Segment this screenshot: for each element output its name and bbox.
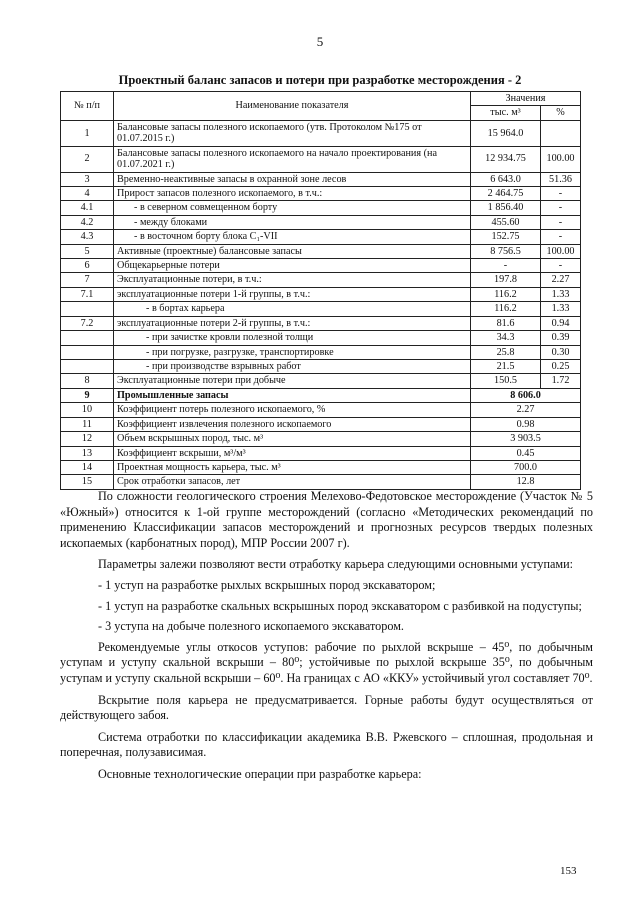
row-value-thousand-cell: 8 756.5	[471, 244, 541, 258]
table-row	[61, 475, 581, 489]
col-name-header: Наименование показателя	[114, 92, 471, 121]
row-name-cell: Эксплуатационные потери при добыче	[114, 374, 471, 388]
row-value-thousand-cell: 116.2	[471, 302, 541, 316]
table-row	[61, 244, 581, 258]
row-value-percent-cell: -	[541, 215, 581, 229]
table-row	[61, 460, 581, 474]
paragraph-parameters: Параметры залежи позволяют вести отработку карьера следующими основными уступами:	[98, 557, 574, 572]
row-name-cell: Коэффициент вскрыши, м³/м³	[114, 446, 471, 460]
table-title: Проектный баланс запасов и потери при разработке месторождения - 2	[118, 73, 522, 87]
row-number-cell: 9	[61, 388, 114, 402]
col-unit-percent-header: %	[541, 106, 581, 120]
row-value-thousand-cell: 81.6	[471, 316, 541, 330]
row-merged-value-cell: 12.8	[471, 475, 581, 489]
table-row	[61, 446, 581, 460]
list-item-extraction: - 3 уступа на добыче полезного ископаемого экскаватором.	[98, 619, 404, 634]
row-value-percent-cell: 1.33	[541, 302, 581, 316]
row-name-cell: Коэффициент извлечения полезного ископаемого	[114, 417, 471, 431]
row-value-percent-cell: 0.39	[541, 331, 581, 345]
row-number-cell: 4	[61, 186, 114, 200]
table-header-row	[61, 92, 581, 106]
row-merged-value-cell: 700.0	[471, 460, 581, 474]
row-name-cell: Объем вскрышных пород, тыс. м³	[114, 432, 471, 446]
row-number-cell: 1	[61, 120, 114, 146]
row-name-cell: Проектная мощность карьера, тыс. м³	[114, 460, 471, 474]
body-text	[60, 489, 593, 789]
row-value-percent-cell: 100.00	[541, 146, 581, 172]
table-row	[61, 273, 581, 287]
row-value-percent-cell: 51.36	[541, 172, 581, 186]
row-value-percent-cell	[541, 120, 581, 146]
row-name-cell: - в северном совмещенном борту	[114, 201, 471, 215]
row-name-cell: - при производстве взрывных работ	[114, 360, 471, 374]
row-value-percent-cell: 1.33	[541, 287, 581, 301]
row-value-thousand-cell: 455.60	[471, 215, 541, 229]
row-name-cell: Коэффициент потерь полезного ископаемого, %	[114, 403, 471, 417]
row-merged-value-cell: 0.45	[471, 446, 581, 460]
row-value-percent-cell: -	[541, 230, 581, 244]
row-number-cell: 4.3	[61, 230, 114, 244]
row-value-percent-cell: 0.30	[541, 345, 581, 359]
table-row	[61, 215, 581, 229]
table-row	[61, 388, 581, 402]
list-item-loose-overburden: - 1 уступ на разработке рыхлых вскрышных пород экскаватором;	[98, 577, 436, 592]
row-value-thousand-cell: 2 464.75	[471, 186, 541, 200]
table-row	[61, 417, 581, 431]
row-value-thousand-cell: 12 934.75	[471, 146, 541, 172]
row-number-cell: 2	[61, 146, 114, 172]
table-row	[61, 259, 581, 273]
row-number-cell: 10	[61, 403, 114, 417]
table-row	[61, 230, 581, 244]
table-body	[61, 120, 581, 489]
table-row	[61, 201, 581, 215]
row-name-cell: Общекарьерные потери	[114, 259, 471, 273]
table-row	[61, 345, 581, 359]
table-row	[61, 302, 581, 316]
row-number-cell	[61, 302, 114, 316]
row-merged-value-cell: 0.98	[471, 417, 581, 431]
row-value-thousand-cell: 6 643.0	[471, 172, 541, 186]
table-row	[61, 287, 581, 301]
row-value-thousand-cell: 197.8	[471, 273, 541, 287]
row-name-cell: Активные (проектные) балансовые запасы	[114, 244, 471, 258]
row-value-thousand-cell: 34.3	[471, 331, 541, 345]
balance-table	[60, 91, 581, 490]
row-number-cell: 3	[61, 172, 114, 186]
row-name-cell: Прирост запасов полезного ископаемого, в т.ч.:	[114, 186, 471, 200]
row-value-percent-cell: 0.94	[541, 316, 581, 330]
row-value-thousand-cell: 116.2	[471, 287, 541, 301]
table-row	[61, 316, 581, 330]
row-name-cell: Эксплуатационные потери, в т.ч.:	[114, 273, 471, 287]
paragraph-mining-system: Система отработки по классификации академика В.В. Ржевского – сплошная, продольная и поперечная, полузависимая.	[60, 729, 593, 760]
row-number-cell	[61, 360, 114, 374]
row-merged-value-cell: 3 903.5	[471, 432, 581, 446]
row-number-cell	[61, 345, 114, 359]
paragraph-slope-angles: Рекомендуемые углы откосов уступов: рабочие по рыхлой вскрыше – 45⁰, по добычным уступам и уступу скальной вскрыши – 80⁰; устойчивые по рыхлой вскрыше 35⁰, по добычным уступам и уступу скальной вскрыши – 60⁰. На границах с АО «ККУ» устойчивый угол составляет 70⁰.	[60, 639, 593, 685]
row-name-cell: Срок отработки запасов, лет	[114, 475, 471, 489]
paragraph-operations: Основные технологические операции при разработке карьера:	[98, 766, 422, 781]
row-number-cell: 4.1	[61, 201, 114, 215]
row-number-cell: 4.2	[61, 215, 114, 229]
row-name-cell: Промышленные запасы	[114, 388, 471, 402]
row-name-cell: Временно-неактивные запасы в охранной зоне лесов	[114, 172, 471, 186]
row-name-cell: - в восточном борту блока C₁-VII	[114, 230, 471, 244]
col-num-header: № п/п	[61, 92, 114, 121]
row-name-cell: - между блоками	[114, 215, 471, 229]
table-row	[61, 120, 581, 146]
table-row	[61, 146, 581, 172]
row-name-cell: Балансовые запасы полезного ископаемого на начало проектирования (на 01.07.2021 г.)	[114, 146, 471, 172]
col-values-header: Значения	[471, 92, 581, 106]
paragraph-opening: Вскрытие поля карьера не предусматривается. Горные работы будут осуществляться от действующего забоя.	[60, 692, 593, 723]
table-row	[61, 403, 581, 417]
row-name-cell: эксплуатационные потери 1-й группы, в т.ч.:	[114, 287, 471, 301]
row-merged-value-cell: 8 606.0	[471, 388, 581, 402]
table-row	[61, 331, 581, 345]
table-row	[61, 186, 581, 200]
row-name-cell: - при зачистке кровли полезной толщи	[114, 331, 471, 345]
row-number-cell: 14	[61, 460, 114, 474]
row-number-cell: 15	[61, 475, 114, 489]
page-number-top: 5	[316, 34, 324, 49]
row-value-percent-cell: 0.25	[541, 360, 581, 374]
row-name-cell: - при погрузке, разгрузке, транспортировке	[114, 345, 471, 359]
row-number-cell: 7.2	[61, 316, 114, 330]
table-row	[61, 374, 581, 388]
row-number-cell	[61, 331, 114, 345]
page-number-bottom: 153	[560, 865, 577, 877]
row-value-thousand-cell: -	[471, 259, 541, 273]
row-value-percent-cell: 100.00	[541, 244, 581, 258]
row-name-cell: эксплуатационные потери 2-й группы, в т.ч.:	[114, 316, 471, 330]
col-unit-thousand-header: тыс. м³	[471, 106, 541, 120]
row-value-percent-cell: -	[541, 201, 581, 215]
table-row	[61, 432, 581, 446]
row-value-thousand-cell: 15 964.0	[471, 120, 541, 146]
row-value-percent-cell: -	[541, 259, 581, 273]
row-value-thousand-cell: 150.5	[471, 374, 541, 388]
row-number-cell: 5	[61, 244, 114, 258]
row-number-cell: 7	[61, 273, 114, 287]
paragraph-classification: По сложности геологического строения Мелехово-Федотовское месторождение (Участок № 5 «Южный») относится к 1-ой группе месторождений (согласно «Методических рекомендаций по применению Классификации запасов месторождений и прогнозных ресурсов твердых полезных ископаемых (карбонатных пород), МПР России 2007 г).	[60, 489, 593, 550]
row-number-cell: 8	[61, 374, 114, 388]
row-name-cell: Балансовые запасы полезного ископаемого (утв. Протоколом №175 от 01.07.2015 г.)	[114, 120, 471, 146]
row-merged-value-cell: 2.27	[471, 403, 581, 417]
row-value-thousand-cell: 1 856.40	[471, 201, 541, 215]
row-value-percent-cell: 1.72	[541, 374, 581, 388]
row-number-cell: 11	[61, 417, 114, 431]
row-number-cell: 6	[61, 259, 114, 273]
row-number-cell: 13	[61, 446, 114, 460]
row-name-cell: - в бортах карьера	[114, 302, 471, 316]
row-number-cell: 7.1	[61, 287, 114, 301]
row-value-percent-cell: -	[541, 186, 581, 200]
row-value-thousand-cell: 152.75	[471, 230, 541, 244]
table-row	[61, 172, 581, 186]
list-item-rock-overburden: - 1 уступ на разработке скальных вскрышных пород экскаватором с разбивкой на подуступы;	[98, 598, 582, 613]
row-number-cell: 12	[61, 432, 114, 446]
row-value-percent-cell: 2.27	[541, 273, 581, 287]
row-value-thousand-cell: 25.8	[471, 345, 541, 359]
row-value-thousand-cell: 21.5	[471, 360, 541, 374]
table-row	[61, 360, 581, 374]
